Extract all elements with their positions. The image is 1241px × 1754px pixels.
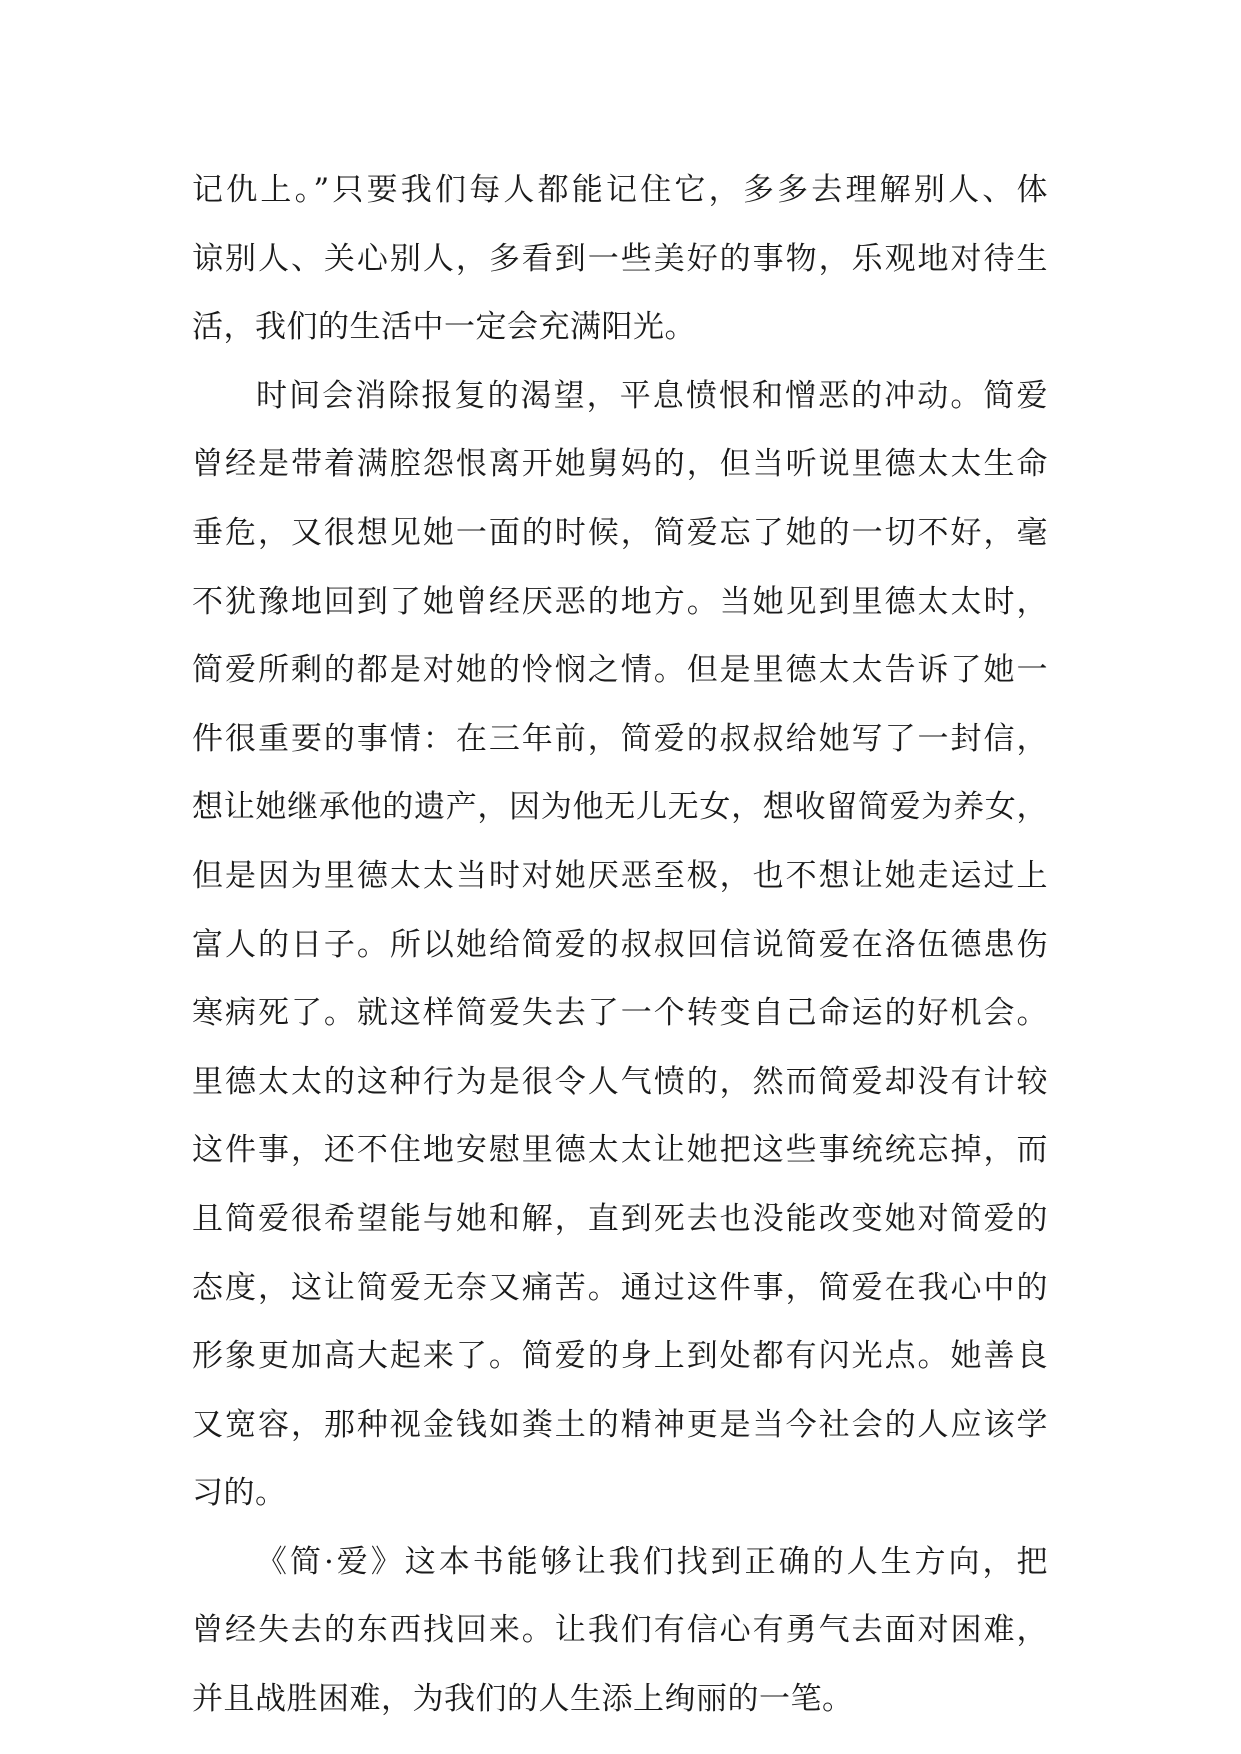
text-line: 但是因为里德太太当时对她厌恶至极，也不想让她走运过上 <box>192 857 1048 894</box>
text-line: 垂危，又很想见她一面的时候，简爱忘了她的一切不好，毫 <box>192 514 1048 551</box>
text-line: 《简·爱》这本书能够让我们找到正确的人生方向，把 <box>256 1543 1048 1580</box>
text-line: 件很重要的事情：在三年前，简爱的叔叔给她写了一封信， <box>192 720 1048 757</box>
text-line: 且简爱很希望能与她和解，直到死去也没能改变她对简爱的 <box>192 1200 1048 1237</box>
text-line: 不犹豫地回到了她曾经厌恶的地方。当她见到里德太太时， <box>192 583 1048 620</box>
text-line: 富人的日子。所以她给简爱的叔叔回信说简爱在洛伍德患伤 <box>192 926 1048 963</box>
text-line: 活，我们的生活中一定会充满阳光。 <box>192 309 696 346</box>
text-line: 记仇上。”只要我们每人都能记住它，多多去理解别人、体 <box>192 172 1048 208</box>
text-line: 时间会消除报复的渴望，平息愤恨和憎恶的冲动。简爱 <box>256 377 1048 414</box>
text-line: 这件事，还不住地安慰里德太太让她把这些事统统忘掉，而 <box>192 1132 1048 1169</box>
text-line: 形象更加高大起来了。简爱的身上到处都有闪光点。她善良 <box>192 1338 1048 1375</box>
text-line: 习的。 <box>192 1475 287 1512</box>
text-line: 简爱所剩的都是对她的怜悯之情。但是里德太太告诉了她一 <box>192 652 1048 689</box>
document-body <box>192 156 1048 1734</box>
text-line: 态度，这让简爱无奈又痛苦。通过这件事，简爱在我心中的 <box>192 1269 1048 1306</box>
text-line: 谅别人、关心别人，多看到一些美好的事物，乐观地对待生 <box>192 240 1048 277</box>
text-line: 寒病死了。就这样简爱失去了一个转变自己命运的好机会。 <box>192 995 1048 1032</box>
text-line: 曾经失去的东西找回来。让我们有信心有勇气去面对困难， <box>192 1612 1048 1649</box>
text-line: 想让她继承他的遗产，因为他无儿无女，想收留简爱为养女， <box>192 789 1048 826</box>
text-line: 又宽容，那种视金钱如粪土的精神更是当今社会的人应该学 <box>192 1406 1048 1443</box>
text-line: 里德太太的这种行为是很令人气愤的，然而简爱却没有计较 <box>192 1063 1048 1100</box>
text-line: 并且战胜困难，为我们的人生添上绚丽的一笔。 <box>192 1681 854 1718</box>
text-line: 曾经是带着满腔怨恨离开她舅妈的，但当听说里德太太生命 <box>192 446 1048 483</box>
